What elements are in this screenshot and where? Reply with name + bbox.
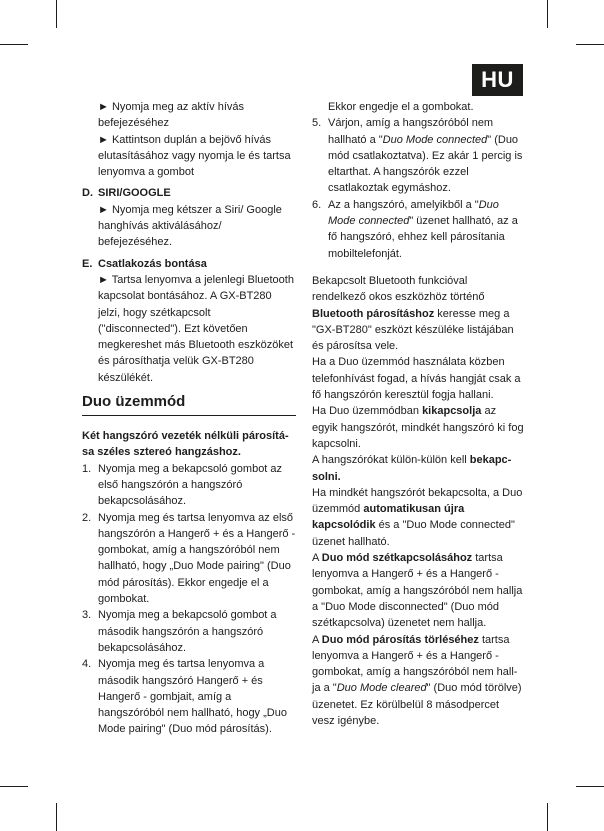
paragraph-disconnect: A Duo mód szétkapcsolásához tartsa lenyomva a Hangerő + és a Hangerő - gombokat, amíg a hangszóróból nem hallja a "Duo Mode disconnected" (Duo mód szétkapcsolva) üzenetet nem hallja. [312,552,523,630]
step-text: Az a hangszóró, amelyikből a "Duo Mode connected" üzenet hallható, az a fő hangszóró, ehhez kell párosítania mobiltelefonját. [328,198,518,260]
duo-intro: Két hangszóró vezeték nélküli párosítá-sa széles sztereó hangzáshoz. [82,430,289,459]
section-e-title: Csatlakozás bontása [98,257,207,270]
step-text: Nyomja meg és tartsa lenyomva az első hangszórón a Hangerő + és a Hangerő - gombokat, amíg a hangszóróból nem hallható, hogy „Duo Mode pairing" (Duo mód párosítás). Ekkor engedje el a gombokat. [98,511,296,606]
language-badge: HU [472,64,523,96]
step-number: 3. [82,609,92,622]
step-text: Várjon, amíg a hangszóróból nem hallható a "Duo Mode connected" (Duo mód csatlakoztatva). Ez akár 1 percig is eltarthat. A hangszórók ezzel csatlakoztak egymáshoz. [328,117,523,195]
crop-mark-top-left-v [56,0,57,28]
crop-mark-top-right-h [576,44,604,45]
section-d-body: ► Nyomja meg kétszer a Siri/ Google hanghívás aktiválásához/ befejezéséhez. [98,203,282,249]
crop-mark-bottom-right-v [547,803,548,831]
step-number: 4. [82,658,92,671]
section-d-title: SIRI/GOOGLE [98,187,171,200]
step-6 [312,197,524,262]
section-d-letter: D. [82,187,93,200]
step-number: 1. [82,462,92,475]
paragraph-bluetooth-pairing: Bekapcsolt Bluetooth funkcióval rendelkező okos eszközhöz történő Bluetooth párosításhoz keresse meg a "GX-BT280" eszközt készüléke listájában és párosítsa vele. [312,274,514,353]
crop-mark-top-right-v [547,0,548,28]
intro-line-reject-call: ► Kattintson duplán a bejövő hívás elutasításához vagy nyomja le és tartsa lenyomva a gombot [98,133,291,179]
section-e [82,256,296,386]
section-e-body: ► Tartsa lenyomva a jelenlegi Bluetooth kapcsolat bontásához. A GX-BT280 jelzi, hogy szétkapcsolt ("disconnected"). Ezt követően megkereshet más Bluetooth eszközöket és párosíthatja velük GX-BT280 készülékét. [98,273,294,384]
step-number: 6. [312,198,322,211]
crop-mark-top-left-h [0,44,28,45]
step-text: Nyomja meg a bekapcsoló gombot az első hangszórón a hangszóró bekapcsolásához. [98,462,283,508]
paragraph-phone-call: Ha a Duo üzemmód használata közben telefonhívást fogad, a hívás hangját csak a fő hangszórón keresztül fogja hallani. [312,356,521,402]
crop-mark-bottom-right-h [576,786,604,787]
crop-mark-bottom-left-v [56,803,57,831]
paragraph-switch-off: Ha Duo üzemmódban kikapcsolja az egyik hangszórót, mindkét hangszóró ki fog kapcsolni. [312,405,524,450]
paragraph-switch-on-separately: A hangszórókat külön-külön kell bekapc-solni. [312,454,512,483]
step-4 [82,656,296,737]
step-text: Nyomja meg és tartsa lenyomva a második hangszóró Hangerő + és Hangerő - gombjait, amíg a hangszóróból nem hallható, hogy „Duo Mode pairing" (Duo mód párosítás). [98,658,287,736]
duo-mode-heading: Duo üzemmód [82,392,296,416]
paragraph-auto-reconnect: Ha mindkét hangszórót bekapcsolta, a Duo üzemmód automatikusan újra kapcsolódik és a "Duo Mode connected" üzenet hallható. [312,486,523,548]
paragraph-clear-pairing: A Duo mód párosítás törléséhez tartsa lenyomva a Hangerő + és a Hangerő - gombokat, amíg a hangszóróból nem hall-ja a "Duo Mode cleared" (Duo mód törölve) üzenetet. Ez körülbelül 8 másodpercet vesz igénybe. [312,633,522,727]
step-number: 2. [82,511,92,524]
step-2 [82,510,296,608]
right-column [312,99,524,729]
crop-mark-bottom-left-h [0,786,28,787]
step-1 [82,461,296,510]
step-text: Nyomja meg a bekapcsoló gombot a második hangszórón a hangszóró bekapcsolásához. [98,609,277,654]
left-column [82,99,296,738]
step-5 [312,115,524,196]
step-4-continued: Ekkor engedje el a gombokat. [328,101,474,113]
step-number: 5. [312,117,322,130]
section-d [82,185,296,250]
intro-line-end-call: ► Nyomja meg az aktív hívás befejezéséhez [98,101,244,130]
step-3 [82,607,296,656]
section-e-letter: E. [82,257,93,270]
